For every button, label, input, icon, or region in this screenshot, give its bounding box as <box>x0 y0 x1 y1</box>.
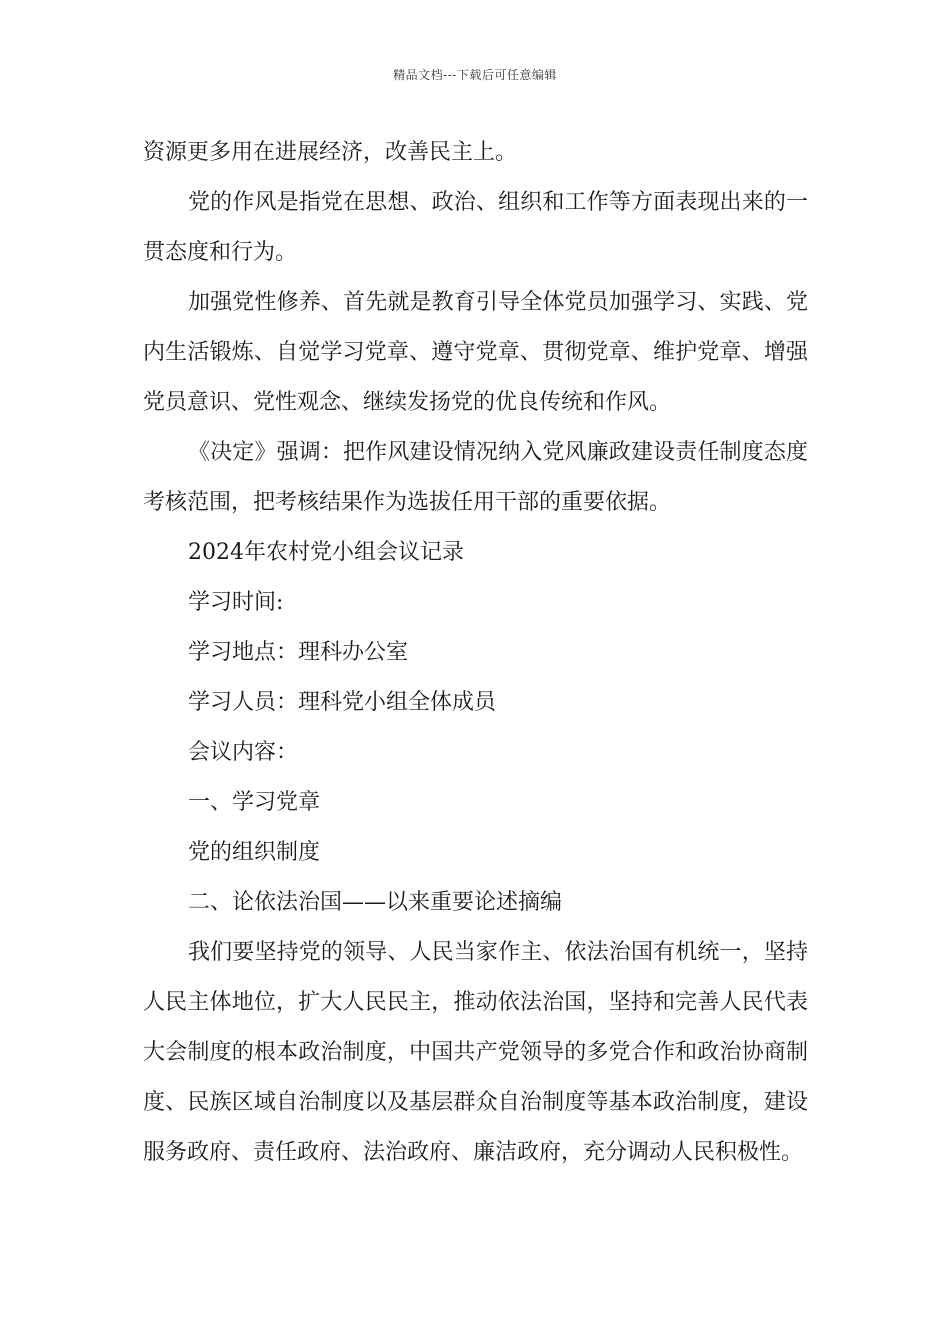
list-heading: 二、论依法治国——以来重要论述摘编 <box>188 890 563 915</box>
meeting-location: 学习地点：理科办公室 <box>188 640 409 665</box>
document-body <box>143 128 808 1178</box>
page-header: 精品文档---下载后可任意编辑 <box>393 68 557 82</box>
paragraph: 党的组织制度 <box>188 840 321 865</box>
meeting-content-label: 会议内容： <box>188 740 299 765</box>
paragraph: 《决定》强调：把作风建设情况纳入党风廉政建设责任制度态度考核范围，把考核结果作为选拔任用干部的重要依据。 <box>143 440 808 515</box>
list-heading: 一、学习党章 <box>188 790 321 815</box>
meeting-time: 学习时间: <box>188 590 284 615</box>
paragraph: 党的作风是指党在思想、政治、组织和工作等方面表现出来的一贯态度和行为。 <box>143 190 808 265</box>
section-title: 2024年农村党小组会议记录 <box>188 540 464 565</box>
paragraph: 加强党性修养、首先就是教育引导全体党员加强学习、实践、党内生活锻炼、自觉学习党章、遵守党章、贯彻党章、维护党章、增强党员意识、党性观念、继续发扬党的优良传统和作风。 <box>143 290 808 415</box>
paragraph: 资源更多用在进展经济，改善民主上。 <box>143 140 518 165</box>
meeting-attendees: 学习人员：理科党小组全体成员 <box>188 690 497 715</box>
paragraph: 我们要坚持党的领导、人民当家作主、依法治国有机统一，坚持人民主体地位，扩大人民民主，推动依法治国，坚持和完善人民代表大会制度的根本政治制度，中国共产党领导的多党合作和政治协商制度、民族区域自治制度以及基层群众自治制度等基本政治制度，建设服务政府、责任政府、法治政府、廉洁政府，充分调动人民积极性。 <box>143 940 808 1165</box>
